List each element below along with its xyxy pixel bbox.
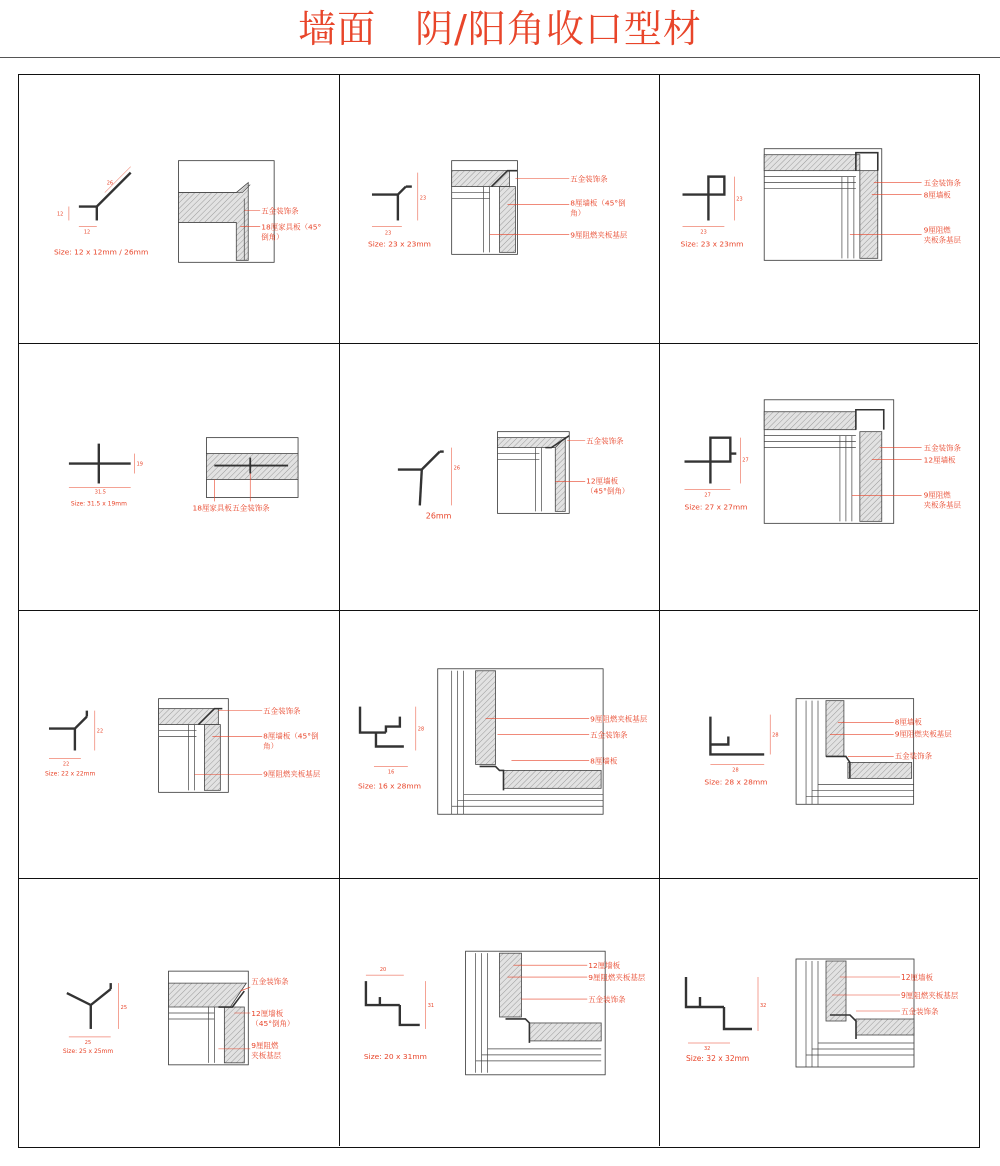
dim-label: 26 <box>106 180 114 187</box>
size-label: Size: 23 x 23mm <box>680 239 744 249</box>
section-detail <box>498 432 570 514</box>
detail-cell-3 <box>660 75 978 344</box>
dim-label: 12 <box>83 229 91 236</box>
detail-drawing-9 <box>660 611 978 878</box>
dim-label: 23 <box>736 196 743 203</box>
dim-label: 26 <box>453 465 461 472</box>
section-detail <box>466 951 606 1075</box>
callout-label: 五金装饰条 <box>251 977 289 987</box>
callout-label: 五金装饰条 <box>901 1007 939 1016</box>
callout-label: 五金装饰条 <box>923 178 961 188</box>
detail-cell-10 <box>19 879 340 1146</box>
dim-label: 22 <box>62 761 70 768</box>
section-detail <box>169 971 249 1065</box>
callout-label: 9厘阻燃夹板基层 <box>570 230 628 240</box>
callout-label: 9厘阻燃夹板基层 <box>901 991 959 1000</box>
detail-drawing-12 <box>660 879 978 1146</box>
callout-label: 12厘墙板 <box>588 961 621 971</box>
profile-section <box>67 983 119 1037</box>
callout-label: 8厘墙板 <box>923 190 951 200</box>
detail-cell-11 <box>340 879 660 1146</box>
size-label: Size: 16 x 28mm <box>358 781 421 791</box>
dim-label: 25 <box>120 1005 128 1012</box>
section-detail <box>452 161 518 255</box>
detail-cell-1 <box>19 75 340 344</box>
callout-label: 五金装饰条 <box>923 443 961 453</box>
callout-label: 9厘阻燃夹板基层 <box>263 769 321 779</box>
dim-label: 32 <box>704 1046 711 1052</box>
detail-drawing-8 <box>340 611 659 878</box>
callout-label: 五金装饰条 <box>894 751 933 761</box>
dim-label: 27 <box>742 457 749 464</box>
callout-label: 五金装饰条 <box>588 995 626 1005</box>
profile-section <box>49 711 95 759</box>
detail-cell-6 <box>660 344 978 611</box>
dim-label: 27 <box>704 492 711 499</box>
dim-label: 25 <box>84 1039 92 1046</box>
callout-label: 8厘墙板（45°倒 <box>570 198 626 208</box>
detail-drawing-1 <box>19 75 339 343</box>
callout-label: 9厘阻燃 <box>923 225 951 235</box>
callout-label: 夹板条基层 <box>923 500 961 510</box>
callout-label: 18厘家具板 <box>192 503 232 513</box>
section-detail <box>206 438 298 498</box>
profile-section <box>685 438 741 490</box>
dim-label: 28 <box>417 726 425 733</box>
size-label: Size: 22 x 22mm <box>45 770 96 778</box>
detail-cell-12 <box>660 879 978 1146</box>
callout-label: 夹板条基层 <box>923 235 961 245</box>
detail-drawing-11 <box>340 879 659 1146</box>
dim-label: 32 <box>760 1003 767 1009</box>
callout-label: 12厘墙板 <box>251 1008 284 1018</box>
dim-label: 31 <box>427 1003 435 1010</box>
callout-label: 五金装饰条 <box>590 730 628 740</box>
callout-label: 五金装饰条 <box>263 706 301 716</box>
profile-section <box>69 167 131 227</box>
callout-label: 9厘阻燃 <box>251 1040 279 1050</box>
dim-label: 23 <box>384 230 392 237</box>
callout-label: 8厘墙板 <box>894 717 922 727</box>
dim-label: 28 <box>772 732 779 739</box>
detail-drawing-7 <box>19 611 339 878</box>
detail-cell-7 <box>19 611 340 879</box>
callout-label: 五金装饰条 <box>586 436 624 446</box>
callout-label: 角） <box>570 208 586 218</box>
detail-drawing-3 <box>660 75 978 343</box>
title-bar <box>0 0 1000 58</box>
callout-label: 9厘阻燃夹板基层 <box>588 973 646 983</box>
size-label: Size: 20 x 31mm <box>363 1051 427 1061</box>
dim-label: 12 <box>56 211 64 218</box>
size-label: Size: 27 x 27mm <box>684 502 748 512</box>
callout-label: 9厘阻燃夹板基层 <box>894 729 952 739</box>
profile-section <box>360 707 416 767</box>
callout-label: 五金装饰条 <box>570 174 608 184</box>
detail-cell-9 <box>660 611 978 879</box>
section-detail <box>764 400 894 524</box>
dim-label: 28 <box>732 767 739 774</box>
callout-label: 8厘墙板 <box>590 756 618 766</box>
callout-label: 倒角） <box>261 232 284 242</box>
dim-label: 16 <box>387 769 395 776</box>
profile-section <box>683 177 735 227</box>
callout-label: 五金装饰条 <box>261 206 299 216</box>
section-detail <box>179 161 275 263</box>
dim-label: 22 <box>96 728 104 735</box>
callout-label: 五金装饰条 <box>232 503 270 513</box>
section-detail <box>438 669 603 814</box>
detail-drawing-5 <box>340 344 659 610</box>
detail-drawing-10 <box>19 879 339 1146</box>
callout-label: 9厘阻燃 <box>923 490 951 500</box>
dim-label: 31.5 <box>94 489 106 496</box>
dim-label: 23 <box>419 195 427 202</box>
profile-section <box>69 444 135 488</box>
size-label: Size: 23 x 23mm <box>367 239 431 249</box>
profile-section <box>372 173 418 227</box>
size-label: 26mm <box>425 511 452 521</box>
size-label: Size: 28 x 28mm <box>704 777 768 787</box>
section-detail <box>159 699 229 793</box>
callout-label: 12厘墙板 <box>586 476 619 486</box>
callout-label: （45°倒角） <box>251 1018 295 1028</box>
size-label: Size: 31.5 x 19mm <box>70 500 127 508</box>
callout-label: 18厘家具板（45° <box>261 222 322 232</box>
callout-label: 12厘墙板 <box>923 455 956 465</box>
size-label: Size: 25 x 25mm <box>62 1047 114 1055</box>
detail-drawing-2 <box>340 75 659 343</box>
dim-label: 20 <box>379 967 387 974</box>
dim-label: 19 <box>136 461 143 468</box>
section-detail <box>764 149 882 261</box>
callout-label: 8厘墙板（45°倒 <box>263 731 319 741</box>
profile-section <box>710 715 770 765</box>
callout-label: 夹板基层 <box>251 1050 282 1060</box>
profile-section <box>686 977 758 1043</box>
detail-grid <box>18 74 980 1148</box>
callout-label: 9厘阻燃夹板基层 <box>590 714 648 724</box>
section-detail <box>796 959 914 1067</box>
dim-label: 23 <box>700 229 707 236</box>
size-label: Size: 12 x 12mm / 26mm <box>53 247 149 257</box>
page-title: 墙面 阴/阳角收口型材 <box>298 7 702 51</box>
title-divider <box>0 57 1000 58</box>
detail-cell-2 <box>340 75 660 344</box>
detail-cell-5 <box>340 344 660 611</box>
callout-label: 12厘墙板 <box>901 973 934 982</box>
detail-drawing-4 <box>19 344 339 610</box>
callout-label: （45°倒角） <box>586 486 630 496</box>
detail-drawing-6 <box>660 344 978 610</box>
callout-label: 角） <box>263 741 279 751</box>
profile-section <box>398 448 452 506</box>
profile-section <box>366 975 426 1029</box>
detail-cell-8 <box>340 611 660 879</box>
size-label: Size: 32 x 32mm <box>686 1054 750 1063</box>
detail-cell-4 <box>19 344 340 611</box>
